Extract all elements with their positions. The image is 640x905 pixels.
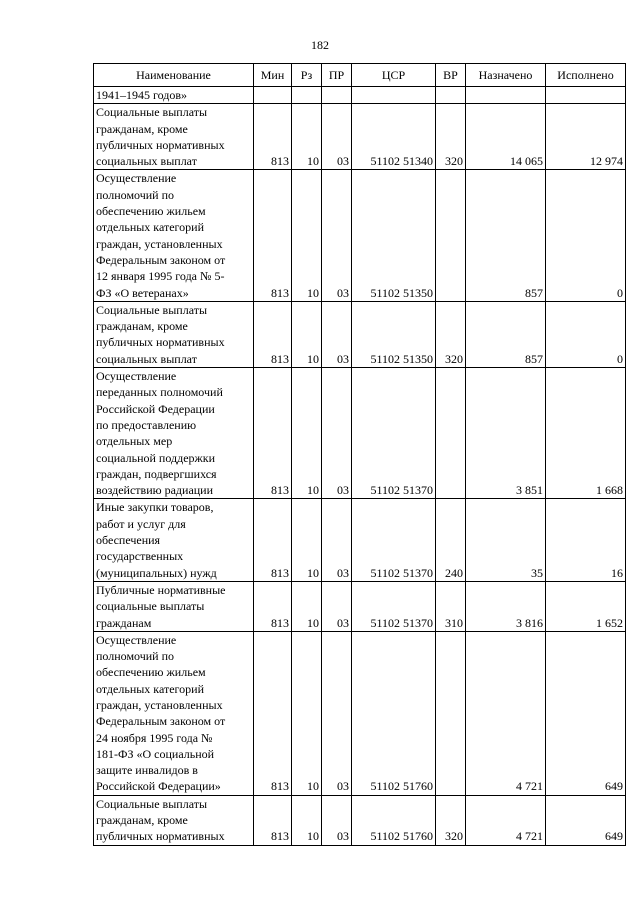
row-assigned: 14 065 — [466, 104, 546, 170]
row-rz: 10 — [292, 795, 322, 845]
table-row — [94, 104, 626, 170]
row-assigned: 4 721 — [466, 795, 546, 845]
row-vr — [436, 631, 466, 795]
row-executed: 0 — [546, 301, 626, 367]
row-vr — [436, 87, 466, 104]
header-pr: ПР — [322, 64, 352, 87]
header-rz: Рз — [292, 64, 322, 87]
row-pr: 03 — [322, 368, 352, 499]
row-pr — [322, 87, 352, 104]
row-vr — [436, 170, 466, 301]
row-executed: 0 — [546, 170, 626, 301]
row-vr: 320 — [436, 104, 466, 170]
row-csr: 51102 51760 — [352, 795, 436, 845]
row-min: 813 — [254, 631, 292, 795]
row-pr: 03 — [322, 581, 352, 631]
row-rz: 10 — [292, 104, 322, 170]
row-name: Осуществление полномочий по обеспечению жильем отдельных категорий граждан, установленных Федеральным законом от 12 января 1995 года № 5- ФЗ «О ветеранах» — [94, 170, 254, 301]
row-min: 813 — [254, 795, 292, 845]
row-csr: 51102 51370 — [352, 368, 436, 499]
row-name: Публичные нормативные социальные выплаты гражданам — [94, 581, 254, 631]
row-csr: 51102 51370 — [352, 581, 436, 631]
row-vr: 310 — [436, 581, 466, 631]
header-csr: ЦСР — [352, 64, 436, 87]
row-rz: 10 — [292, 170, 322, 301]
header-assigned: Назначено — [466, 64, 546, 87]
row-vr — [436, 368, 466, 499]
row-min: 813 — [254, 301, 292, 367]
table-row — [94, 795, 626, 845]
header-executed: Исполнено — [546, 64, 626, 87]
table-row — [94, 301, 626, 367]
row-rz: 10 — [292, 368, 322, 499]
row-min: 813 — [254, 499, 292, 581]
row-assigned — [466, 87, 546, 104]
row-pr: 03 — [322, 170, 352, 301]
row-executed: 1 652 — [546, 581, 626, 631]
row-assigned: 35 — [466, 499, 546, 581]
row-executed — [546, 87, 626, 104]
row-csr: 51102 51350 — [352, 301, 436, 367]
row-assigned: 857 — [466, 301, 546, 367]
row-min: 813 — [254, 581, 292, 631]
row-executed: 649 — [546, 795, 626, 845]
row-rz: 10 — [292, 631, 322, 795]
row-csr: 51102 51340 — [352, 104, 436, 170]
row-vr: 320 — [436, 795, 466, 845]
row-pr: 03 — [322, 499, 352, 581]
row-executed: 1 668 — [546, 368, 626, 499]
header-name: Наименование — [94, 64, 254, 87]
row-csr: 51102 51370 — [352, 499, 436, 581]
row-min — [254, 87, 292, 104]
row-pr: 03 — [322, 301, 352, 367]
table-row — [94, 499, 626, 581]
row-pr: 03 — [322, 631, 352, 795]
row-pr: 03 — [322, 104, 352, 170]
row-rz: 10 — [292, 301, 322, 367]
table-row — [94, 581, 626, 631]
row-name: 1941–1945 годов» — [94, 87, 254, 104]
row-min: 813 — [254, 104, 292, 170]
row-pr: 03 — [322, 795, 352, 845]
row-name: Осуществление полномочий по обеспечению жильем отдельных категорий граждан, установленных Федеральным законом от 24 ноября 1995 года № 181-ФЗ «О социальной защите инвалидов в Российской Федерации» — [94, 631, 254, 795]
row-min: 813 — [254, 368, 292, 499]
row-csr — [352, 87, 436, 104]
row-csr: 51102 51350 — [352, 170, 436, 301]
table-header-row — [94, 64, 626, 87]
row-name: Социальные выплаты гражданам, кроме публичных нормативных — [94, 795, 254, 845]
row-name: Социальные выплаты гражданам, кроме публичных нормативных социальных выплат — [94, 301, 254, 367]
row-name: Иные закупки товаров, работ и услуг для обеспечения государственных (муниципальных) нужд — [94, 499, 254, 581]
row-min: 813 — [254, 170, 292, 301]
row-assigned: 4 721 — [466, 631, 546, 795]
row-name: Осуществление переданных полномочий Российской Федерации по предоставлению отдельных мер социальной поддержки граждан, подвергшихся воздействию радиации — [94, 368, 254, 499]
row-csr: 51102 51760 — [352, 631, 436, 795]
table-row — [94, 368, 626, 499]
table-row — [94, 87, 626, 104]
budget-table — [93, 63, 626, 846]
row-rz: 10 — [292, 581, 322, 631]
page-number: 182 — [311, 38, 329, 52]
table-row — [94, 170, 626, 301]
row-vr: 240 — [436, 499, 466, 581]
row-rz: 10 — [292, 499, 322, 581]
row-assigned: 857 — [466, 170, 546, 301]
table-row — [94, 631, 626, 795]
row-assigned: 3 816 — [466, 581, 546, 631]
row-assigned: 3 851 — [466, 368, 546, 499]
row-executed: 649 — [546, 631, 626, 795]
row-name: Социальные выплаты гражданам, кроме публичных нормативных социальных выплат — [94, 104, 254, 170]
row-vr: 320 — [436, 301, 466, 367]
row-rz — [292, 87, 322, 104]
row-executed: 12 974 — [546, 104, 626, 170]
header-vr: ВР — [436, 64, 466, 87]
header-min: Мин — [254, 64, 292, 87]
row-executed: 16 — [546, 499, 626, 581]
